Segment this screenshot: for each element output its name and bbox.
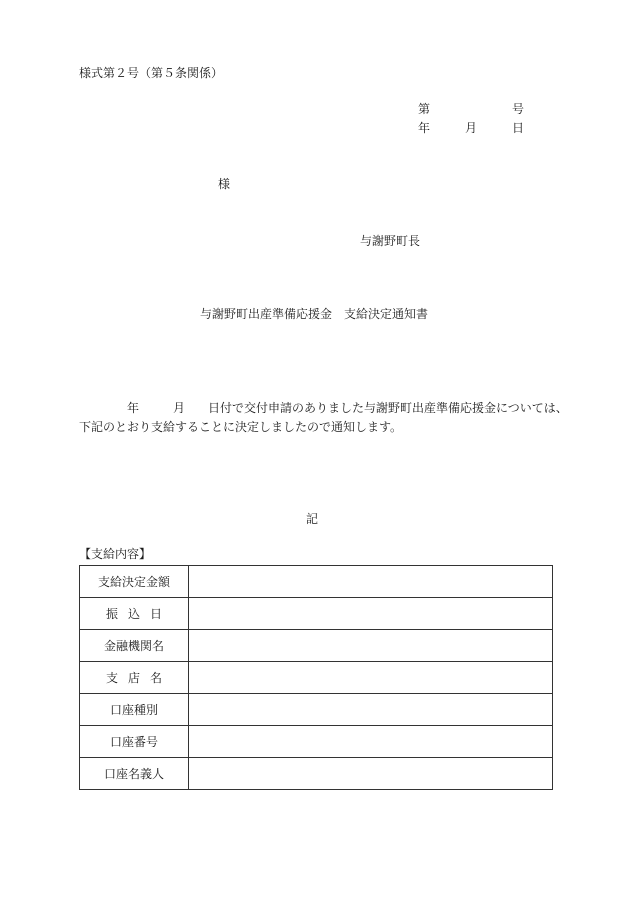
date-day-label: 日 [512,121,525,135]
issuer-name: 与謝野町長 [360,234,421,248]
recipient-honorific: 様 [218,177,231,191]
row-value-bank-name [189,630,553,662]
body-paragraph-line-1 [79,402,568,414]
table-row [80,598,553,630]
form-number: 様式第２号（第５条関係） [79,66,224,80]
body-year-label: 年 [127,401,140,415]
row-value-account-type [189,694,553,726]
row-label-account-holder: 口座名義人 [80,758,189,790]
row-label-transfer-date: 振込日 [80,598,189,630]
row-label-account-number: 口座番号 [80,726,189,758]
details-table [79,565,553,790]
table-row [80,726,553,758]
row-label-amount: 支給決定金額 [80,566,189,598]
table-row [80,662,553,694]
date-year-label: 年 [418,121,431,135]
body-paragraph-line-2: 下記のとおり支給することに決定しましたので通知します。 [79,420,403,434]
date-month-label: 月 [465,121,478,135]
details-section-label: 【支給内容】 [79,547,152,561]
row-label-account-type: 口座種別 [80,694,189,726]
row-value-transfer-date [189,598,553,630]
row-value-account-number [189,726,553,758]
table-row [80,758,553,790]
row-label-branch-name: 支店名 [80,662,189,694]
row-value-branch-name [189,662,553,694]
row-value-amount [189,566,553,598]
doc-number-label: 第 [418,102,431,116]
row-label-bank-name: 金融機関名 [80,630,189,662]
body-month-label: 月 [173,401,186,415]
table-row [80,694,553,726]
table-row [80,566,553,598]
doc-number-suffix: 号 [512,102,525,116]
table-row [80,630,553,662]
row-value-account-holder [189,758,553,790]
body-day-text: 日付で交付申請のありました与謝野町出産準備応援金については、 [208,401,568,415]
document-title: 与謝野町出産準備応援金 支給決定通知書 [200,307,429,321]
ki-heading: 記 [306,512,319,526]
